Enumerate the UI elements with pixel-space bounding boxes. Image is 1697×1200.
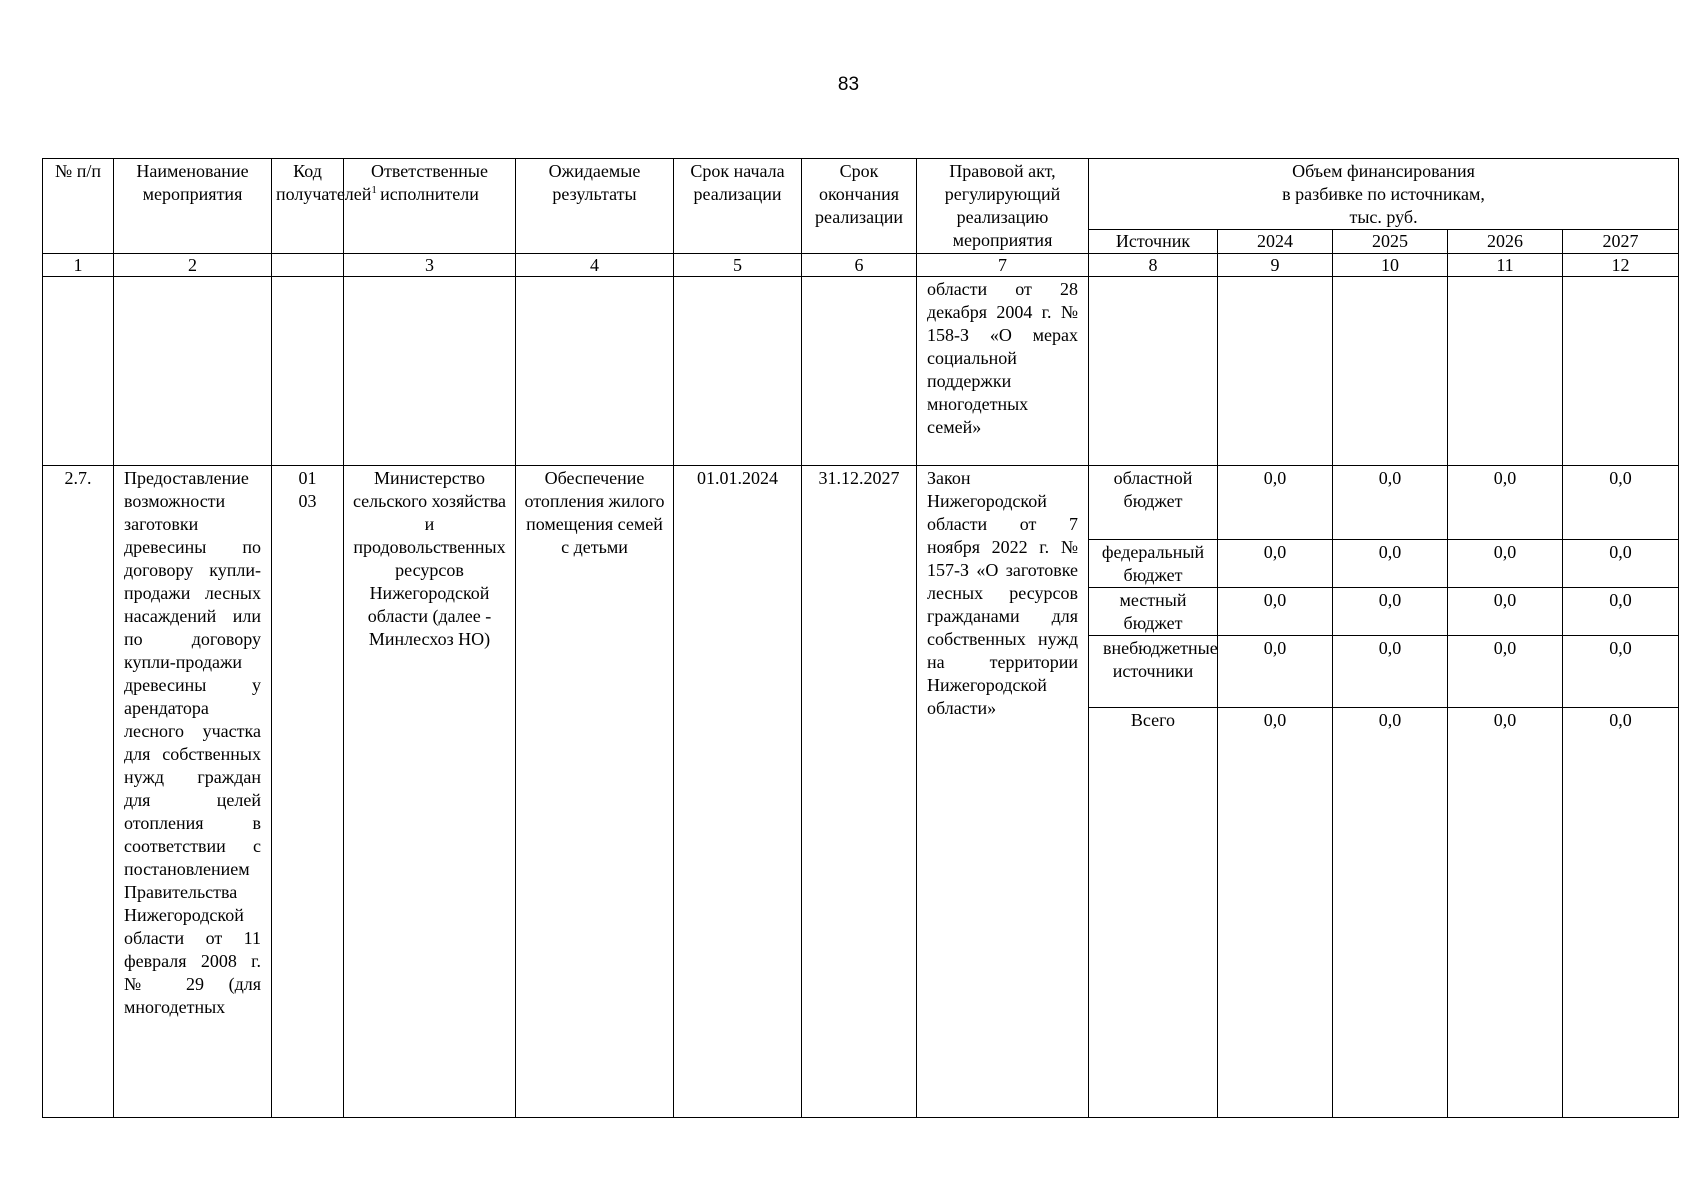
value-2027: 0,0 [1563,540,1679,588]
value-2025: 0,0 [1333,466,1448,540]
financing-table [42,158,1679,1118]
header-year-2027: 2027 [1563,230,1679,254]
column-number: 1 [43,254,114,277]
column-number: 8 [1089,254,1218,277]
column-number: 10 [1333,254,1448,277]
value-2026: 0,0 [1448,466,1563,540]
empty-cell [1218,277,1333,466]
column-number: 11 [1448,254,1563,277]
column-number-row [43,254,1679,277]
column-number: 5 [674,254,802,277]
legal-act: Закон Нижегородской области от 7 ноября 2022 г. № 157-З «О заготовке лесных ресурсов гражданами для собственных нужд на территории Нижегородской области» [917,466,1089,1118]
continuation-row [43,277,1679,466]
header-expected-results: Ожидаемые результаты [516,159,674,254]
activity-name: Предоставление возможности заготовки древесины по договору купли-продажи лесных насаждений или по договору купли-продажи древесины у арендатора лесного участка для собственных нужд граждан для целей отопления в соответствии с постановлением Правительства Нижегородской области от 11 февраля 2008 г. № 29 (для многодетных [114,466,272,1118]
empty-cell [802,277,917,466]
empty-cell [272,277,344,466]
page-number: 83 [837,74,860,95]
header-start-date: Срок начала реализации [674,159,802,254]
empty-cell [1448,277,1563,466]
empty-cell [674,277,802,466]
header-legal-act: Правовой акт, регулирующий реализацию мероприятия [917,159,1089,254]
row-number: 2.7. [43,466,114,1118]
value-2027: 0,0 [1563,636,1679,708]
value-2026: 0,0 [1448,540,1563,588]
column-number [272,254,344,277]
empty-cell [516,277,674,466]
header-number: № п/п [43,159,114,254]
header-end-date: Срок окончания реализации [802,159,917,254]
value-2024: 0,0 [1218,540,1333,588]
value-2025: 0,0 [1333,588,1448,636]
empty-cell [1333,277,1448,466]
value-2024: 0,0 [1218,466,1333,540]
value-2024: 0,0 [1218,588,1333,636]
value-2027: 0,0 [1563,466,1679,540]
empty-cell [1089,277,1218,466]
column-number: 2 [114,254,272,277]
column-number: 4 [516,254,674,277]
value-2025: 0,0 [1333,636,1448,708]
empty-cell [43,277,114,466]
header-year-2026: 2026 [1448,230,1563,254]
column-number: 6 [802,254,917,277]
value-2026: 0,0 [1448,708,1563,1118]
responsible-executor: Министерство сельского хозяйства и продовольственных ресурсов Нижегородской области (далее - Минлесхоз НО) [344,466,516,1118]
source-name: областной бюджет [1089,466,1218,540]
end-date: 31.12.2027 [802,466,917,1118]
value-2026: 0,0 [1448,588,1563,636]
source-name: федеральный бюджет [1089,540,1218,588]
start-date: 01.01.2024 [674,466,802,1118]
header-year-2024: 2024 [1218,230,1333,254]
value-2025: 0,0 [1333,708,1448,1118]
recipient-code: 01 03 [272,466,344,1118]
column-number: 7 [917,254,1089,277]
value-2024: 0,0 [1218,708,1333,1118]
value-2027: 0,0 [1563,588,1679,636]
source-name: внебюджетные источники [1089,636,1218,708]
value-2025: 0,0 [1333,540,1448,588]
empty-cell [344,277,516,466]
value-2024: 0,0 [1218,636,1333,708]
header-year-2025: 2025 [1333,230,1448,254]
header-source: Источник [1089,230,1218,254]
column-number: 12 [1563,254,1679,277]
column-number: 9 [1218,254,1333,277]
table-row [43,466,1679,540]
empty-cell [1563,277,1679,466]
source-name: Всего [1089,708,1218,1118]
expected-result: Обеспечение отопления жилого помещения семей с детьми [516,466,674,1118]
value-2026: 0,0 [1448,636,1563,708]
header-financing: Объем финансирования в разбивке по источникам, тыс. руб. [1089,159,1679,230]
legal-act-continuation: области от 28 декабря 2004 г. № 158-З «О мерах социальной поддержки многодетных семей» [917,277,1089,466]
value-2027: 0,0 [1563,708,1679,1118]
header-activity-name: Наименование мероприятия [114,159,272,254]
column-number: 3 [344,254,516,277]
header-responsible: Ответственные исполнители [344,159,516,254]
source-name: местный бюджет [1089,588,1218,636]
empty-cell [114,277,272,466]
header-recipient-code: Код получателей$^1$ [272,159,344,254]
